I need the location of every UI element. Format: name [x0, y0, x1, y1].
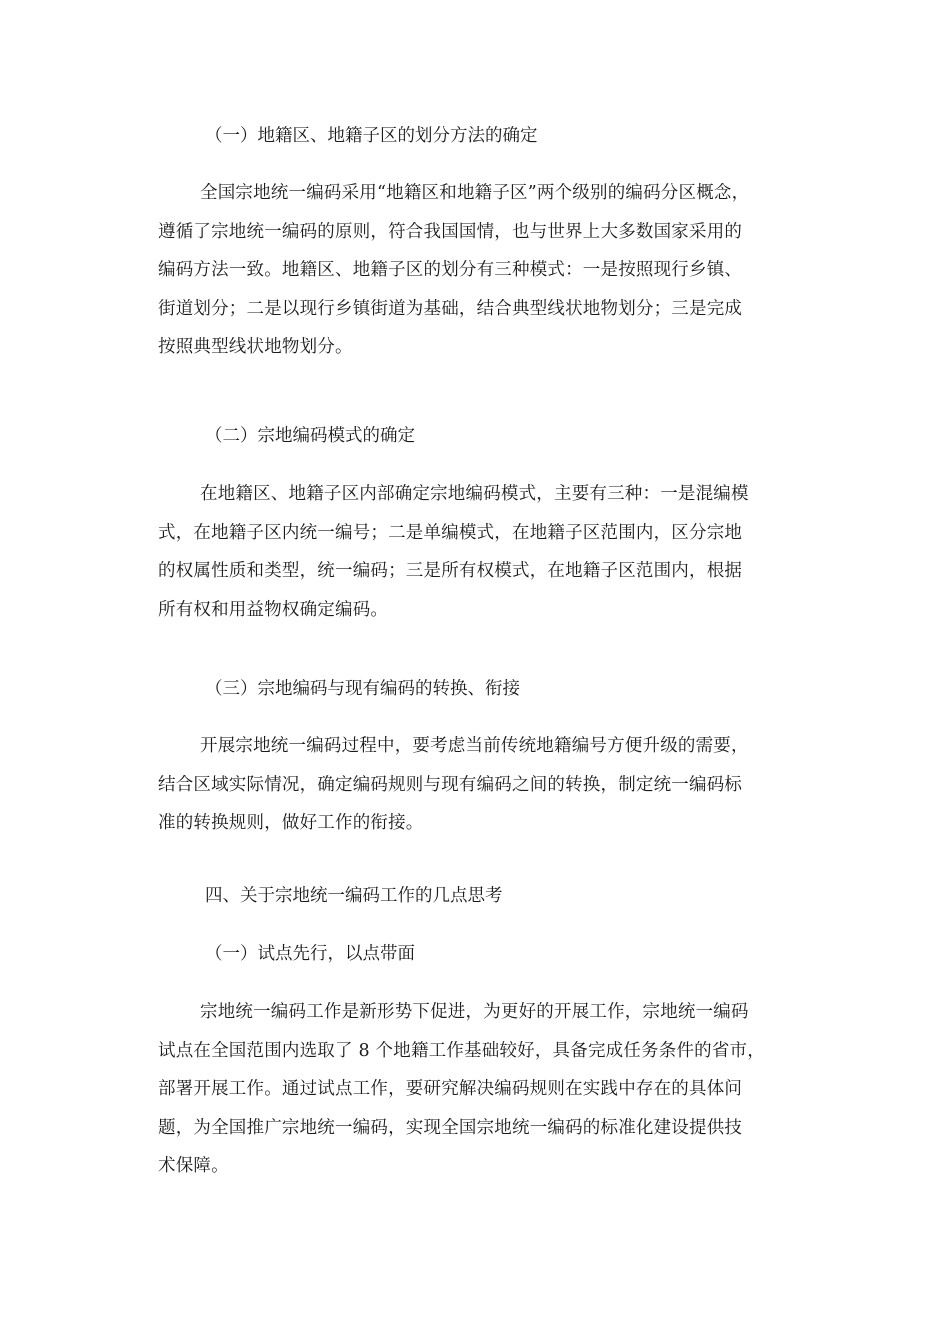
- chapter-heading-4: 四、关于宗地统一编码工作的几点思考: [205, 886, 503, 906]
- paragraph-line: 全国宗地统一编码采用“地籍区和地籍子区”两个级别的编码分区概念，: [200, 183, 750, 203]
- section-heading-4-1: （一）试点先行，以点带面: [205, 944, 415, 964]
- paragraph-line: 题，为全国推广宗地统一编码，实现全国宗地统一编码的标准化建设提供技: [158, 1117, 743, 1138]
- paragraph-line: 宗地统一编码工作是新形势下促进，为更好的开展工作，宗地统一编码: [200, 1002, 749, 1022]
- section-heading-3: （三）宗地编码与现有编码的转换、衔接: [205, 679, 520, 699]
- paragraph-3: [158, 727, 798, 843]
- paragraph-4: [158, 993, 798, 1186]
- paragraph-line: 结合区域实际情况，确定编码规则与现有编码之间的转换，制定统一编码标: [158, 774, 743, 795]
- paragraph-line: 在地籍区、地籍子区内部确定宗地编码模式，主要有三种：一是混编模: [200, 484, 749, 504]
- paragraph-line: 所有权和用益物权确定编码。: [158, 599, 389, 620]
- paragraph-line: 街道划分；二是以现行乡镇街道为基础，结合典型线状地物划分；三是完成: [158, 298, 743, 319]
- paragraph-2: [158, 475, 798, 629]
- paragraph-line: 试点在全国范围内选取了 8 个地籍工作基础较好，具备完成任务条件的省市，: [158, 1040, 765, 1061]
- paragraph-line: 遵循了宗地统一编码的原则，符合我国国情，也与世界上大多数国家采用的: [158, 221, 743, 242]
- paragraph-line: 编码方法一致。地籍区、地籍子区的划分有三种模式：一是按照现行乡镇、: [158, 260, 743, 280]
- paragraph-line: 部署开展工作。通过试点工作，要研究解决编码规则在实践中存在的具体问: [158, 1079, 743, 1099]
- paragraph-line: 术保障。: [158, 1156, 229, 1176]
- section-heading-1: （一）地籍区、地籍子区的划分方法的确定: [205, 126, 538, 146]
- paragraph-line: 按照典型线状地物划分。: [158, 337, 353, 357]
- paragraph-line: 式，在地籍子区内统一编号；二是单编模式，在地籍子区范围内，区分宗地: [158, 522, 743, 543]
- section-heading-2: （二）宗地编码模式的确定: [205, 426, 415, 446]
- paragraph-line: 开展宗地统一编码过程中，要考虑当前传统地籍编号方便升级的需要，: [200, 736, 749, 756]
- paragraph-line: 准的转换规则，做好工作的衔接。: [158, 813, 424, 833]
- paragraph-line: 的权属性质和类型，统一编码；三是所有权模式，在地籍子区范围内，根据: [158, 561, 743, 581]
- paragraph-1: [158, 174, 798, 367]
